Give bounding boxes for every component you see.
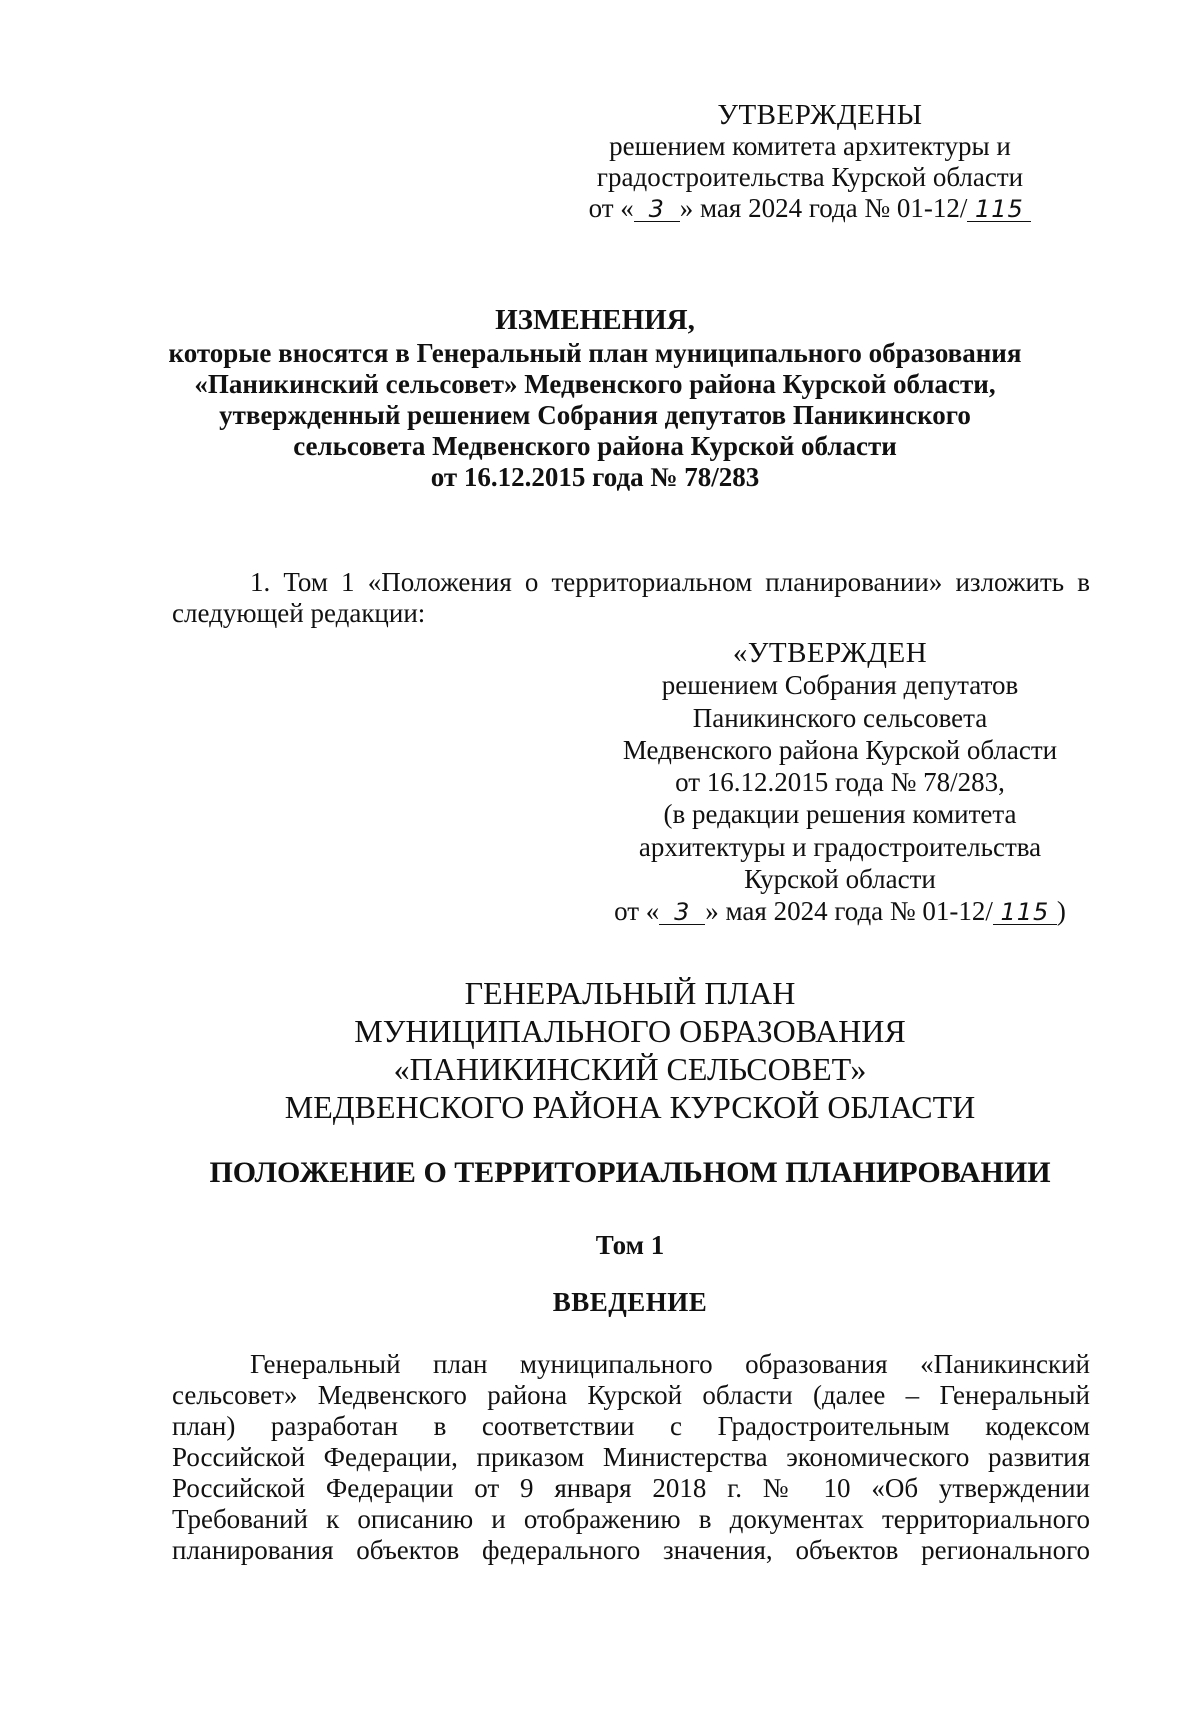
intro-line: Требований к описанию и отображению в документах территориального <box>172 1504 1090 1534</box>
intro-heading: ВВЕДЕНИЕ <box>552 1287 708 1317</box>
approval-line: архитектуры и градостроительства <box>638 831 1042 862</box>
changes-title: ИЗМЕНЕНИЯ, <box>495 304 695 336</box>
handwritten-day: 3 <box>674 898 691 927</box>
changes-line: которые вносятся в Генеральный план муниципального образования <box>168 338 1022 368</box>
approval-line: Курской области <box>744 864 936 895</box>
approval-date <box>560 193 1060 224</box>
intro-line: план) разработан в соответствии с Градостроительным кодексом <box>172 1411 1090 1441</box>
approval-title: УТВЕРЖДЕНЫ <box>717 99 923 131</box>
changes-line: «Паникинский сельсовет» Медвенского района Курской области, <box>194 369 996 399</box>
date-prefix: от « <box>588 193 634 223</box>
general-plan-line: ГЕНЕРАЛЬНЫЙ ПЛАН <box>464 975 796 1011</box>
handwritten-number: 115 <box>975 195 1024 223</box>
changes-line: сельсовета Медвенского района Курской области <box>293 431 897 461</box>
general-plan-line: «ПАНИКИНСКИЙ СЕЛЬСОВЕТ» <box>393 1051 867 1087</box>
paragraph-line: 1. Том 1 «Положения о территориальном планировании» изложить в <box>250 567 1090 597</box>
approval-line: от 16.12.2015 года № 78/283, <box>675 767 1005 798</box>
intro-line: Генеральный план муниципального образования «Паникинский <box>250 1349 1090 1379</box>
intro-line: сельсовет» Медвенского района Курской области (далее – Генеральный <box>172 1380 1090 1410</box>
paragraph-line: следующей редакции: <box>172 598 426 628</box>
document-number-field <box>967 196 1031 222</box>
document-number-field <box>993 899 1057 925</box>
date-day-field <box>634 196 680 222</box>
changes-line: утвержденный решением Собрания депутатов Паникинского <box>219 400 971 430</box>
paragraph-1 <box>172 567 1090 629</box>
general-plan-title <box>150 974 1110 1126</box>
approval-line: (в редакции решения комитета <box>663 799 1017 830</box>
section-title: ПОЛОЖЕНИЕ О ТЕРРИТОРИАЛЬНОМ ПЛАНИРОВАНИИ <box>209 1156 1051 1189</box>
intro-paragraph <box>172 1349 1090 1566</box>
date-prefix: от « <box>614 896 660 927</box>
approval-line: решением Собрания депутатов <box>661 670 1019 701</box>
changes-heading <box>150 305 1040 493</box>
general-plan-line: МЕДВЕНСКОГО РАЙОНА КУРСКОЙ ОБЛАСТИ <box>284 1089 976 1125</box>
approval-line: градостроительства Курской области <box>596 162 1024 192</box>
date-middle: » мая 2024 года № 01-12/ <box>679 193 968 223</box>
handwritten-number: 115 <box>1000 898 1050 927</box>
date-suffix: ) <box>1056 896 1066 927</box>
intro-line: Российской Федерации, приказом Министерства экономического развития <box>172 1442 1090 1472</box>
approval-line: Медвенского района Курской области <box>622 734 1058 765</box>
intro-line: Российской Федерации от 9 января 2018 г. № 10 «Об утверждении <box>172 1473 1090 1503</box>
approval-line: Паникинского сельсовета <box>692 702 988 733</box>
handwritten-day: 3 <box>648 195 665 223</box>
general-plan-line: МУНИЦИПАЛЬНОГО ОБРАЗОВАНИЯ <box>354 1013 906 1049</box>
approval-title: «УТВЕРЖДЕН <box>732 637 928 669</box>
changes-line: от 16.12.2015 года № 78/283 <box>430 462 760 492</box>
date-middle: » мая 2024 года № 01-12/ <box>705 896 993 927</box>
date-day-field <box>659 899 705 925</box>
approval-stamp-top <box>560 100 1060 224</box>
intro-line: планирования объектов федерального значения, объектов регионального <box>172 1535 1090 1565</box>
approval-line: решением комитета архитектуры и <box>609 131 1011 161</box>
approval-date <box>600 895 1080 927</box>
approval-stamp-mid <box>600 637 1080 928</box>
volume-label: Том 1 <box>595 1230 665 1260</box>
